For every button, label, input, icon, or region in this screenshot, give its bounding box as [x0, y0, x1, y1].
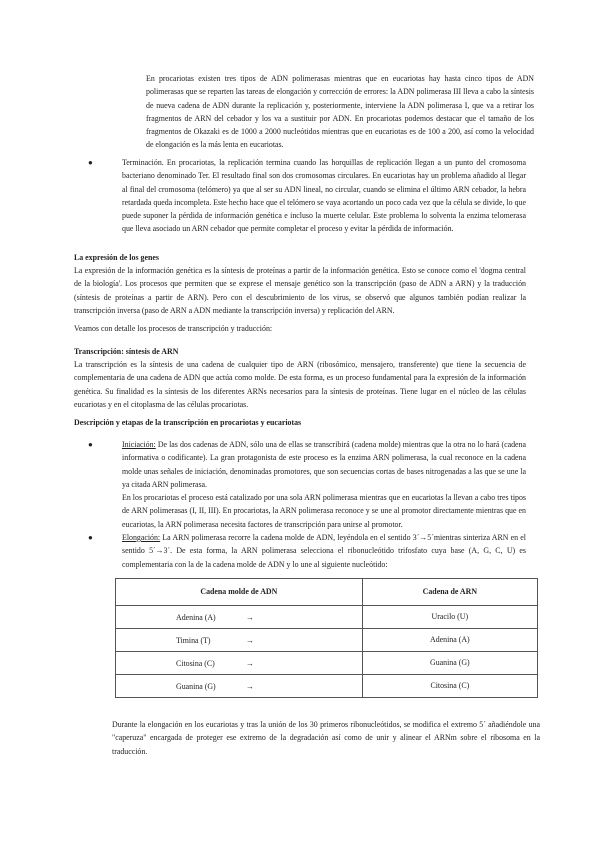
intro-paragraph: En procariotas existen tres tipos de ADN polimerasas mientras que en eucariotas hay hasta cinco tipos de ADN polimerasas que se reparten las tareas de elongación y corrección de errores: la ADN polimerasa III lleva a cabo la síntesis de nueva cadena de ADN durante la replicación y, posteriormente, interviene la ADN polimerasa I, que va a retirar los fragmentos de ARN del cebador y los va a sustituir por ADN. En procariotas podemos destacar que el tamaño de los fragmentos de Okazaki es de 1000 a 2000 nucleótidos mientras que en eucariotas es de 100 a 200, así como la velocidad de elongación es la más lenta en eucariotas. [146, 74, 534, 150]
adn-cell: Adenina (A) → [116, 606, 363, 629]
expresion-heading: La expresión de los genes [74, 253, 159, 262]
iniciacion-item [88, 438, 528, 528]
iniciacion-label: Iniciación: [122, 440, 156, 449]
arrow-icon: → [246, 613, 254, 622]
table-header-adn: Cadena molde de ADN [116, 579, 363, 606]
table-row [116, 652, 538, 675]
arrow-icon: → [246, 682, 254, 691]
arn-cell: Adenina (A) [362, 629, 537, 652]
terminacion-item [88, 156, 528, 266]
bullet-icon: ● [88, 533, 93, 542]
transcripcion-text: La transcripción es la síntesis de una cadena de cualquier tipo de ARN (ribosómico, mensajero, transferente) que tiene la secuencia de complementaria de una cadena de ADN que actúa como molde. De esta forma, es un proceso fundamental para la expresión de la información genética. Su finalidad es la síntesis de los diferentes ARNs necesarios para la síntesis de proteínas. Tiene lugar en el núcleo de las células eucariotas y en el citoplasma de las células procariotas. [74, 360, 526, 409]
closing-paragraph: Durante la elongación en los eucariotas y tras la unión de los 30 primeros ribonucleótidos, se modifica el extremo 5´ añadiéndole una "caperuza" encargada de proteger ese extremo de la degradación así como de unir y alinear el ARNm sobre el ribosoma en la traducción. [112, 720, 540, 756]
iniciacion-text2: En los procariotas el proceso está catalizado por una sola ARN polimerasa mientras que en eucariotas la llevan a cabo tres tipos de ARN polimerasas (I, II, III). En procariotas, la ARN polimerasa reconoce y se une al promotor directamente mientras que en eucariotas, la ARN polimerasa necesita factores de transcripción para unirse al promotor. [122, 493, 526, 529]
arn-cell: Uracilo (U) [362, 606, 537, 629]
bullet-icon: ● [88, 158, 93, 167]
arn-cell: Citosina (C) [362, 675, 537, 698]
elongacion-label: Elongación: [122, 533, 161, 542]
arn-cell: Guanina (G) [362, 652, 537, 675]
adn-cell: Citosina (C) → [116, 652, 363, 675]
adn-cell: Guanina (G) → [116, 675, 363, 698]
elongacion-text: Elongación: La ARN polimerasa recorre la cadena molde de ADN, leyéndola en el sentido 3´→5´mientras sinteriza ARN en el sentido 5´→3´. De esta forma, la ARN polimerasa selecciona el ribonucleótido trifosfato cuya base (A, G, C, U) es complementaria con la de la cadena molde de ADN y lo une al siguiente nucleótido: [122, 533, 526, 569]
arrow-icon: → [246, 659, 254, 668]
veamos-text: Veamos con detalle los procesos de transcripción y traducción: [74, 324, 273, 333]
table-header-arn: Cadena de ARN [362, 579, 537, 606]
table-row [116, 606, 538, 629]
arrow-icon: → [246, 636, 254, 645]
descripcion-heading: Descripción y etapas de la transcripción en procariotas y eucariotas [74, 418, 302, 427]
nucleotide-table [115, 578, 538, 698]
terminacion-text: Terminación. En procariotas, la replicación termina cuando las horquillas de replicación llegan a un punto del cromosoma bacteriano denominado Ter. El resultado final son dos cromosomas circulares. En eucariotas hay un problema añadido al llegar al final del cromosoma (telómero) ya que al ser su ADN lineal, no circular, cuando se elimina el último ARN cebador, la hebra retardada queda incompleta. Este hecho hace que el telómero se vaya acortando un poco cada vez que la célula se divide, lo que puede suponer la pérdida de información genética e incluso la muerte celular. Este problema lo solventa la enzima telomerasa que lleva asociado un ARN cebador que permite completar el proceso y evitar la pérdida de información. [122, 158, 526, 234]
expresion-text: La expresión de la información genética es la síntesis de proteínas a partir de la información genética. Esto se conoce como el 'dogma central de la biología'. Los procesos que permiten que se exprese el mensaje genético son la transcripción (paso de ADN a ARN) y la traducción (síntesis de proteínas a partir de ARN). Pero con el descubrimiento de los virus, se observó que algunos también podían realizar la transcripción inversa (paso de ARN a ADN mediante la transcripción inversa) y replicación del ARN. [74, 266, 526, 315]
transcripcion-heading: Transcripción: síntesis de ARN [74, 347, 179, 356]
adn-cell: Timina (T) → [116, 629, 363, 652]
bullet-icon: ● [88, 440, 93, 449]
table-row [116, 675, 538, 698]
iniciacion-text: Iniciación: De las dos cadenas de ADN, sólo una de ellas se transcribirá (cadena molde) mientras que la otra no lo hará (cadena informativa o codificante). La gran protagonista de este proceso es la enzima ARN polimerasa, la cual reconoce en la cadena molde unas señales de iniciación, denominadas promotores, que son secuencias cortas de bases nitrogenadas a las que se une la ya citada ARN polimerasa. En los procariotas el proceso está catalizado por una sola ARN polimerasa mientras que en eucariotas la llevan a cabo tres tipos de ARN polimerasas (I, II, III). En procariotas, la ARN polimerasa reconoce y se une al promotor directamente mientras que en eucariotas, la ARN polimerasa necesita factores de transcripción para unirse al promotor. [122, 440, 526, 529]
table-row [116, 629, 538, 652]
elongacion-item [88, 531, 528, 575]
